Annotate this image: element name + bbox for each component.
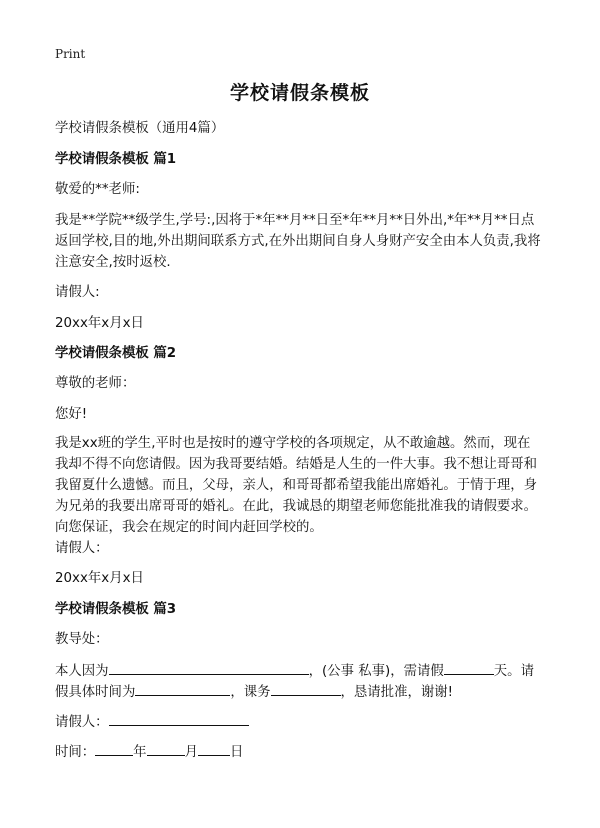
days-label: 天。请 <box>493 664 534 679</box>
month-blank[interactable] <box>147 741 185 756</box>
print-link[interactable]: Print <box>55 47 86 61</box>
days-blank[interactable] <box>444 660 494 675</box>
day-label: 日 <box>229 745 244 760</box>
section-2-body-line: 向您保证，我会在规定的时间内赶回学校的。 <box>55 520 323 535</box>
section-1-body-line: 返回学校,目的地,外出期间联系方式,在外出期间自身人身财产安全由本人负责,我将 <box>55 234 541 249</box>
section-1-heading: 学校请假条模板 篇1 <box>55 152 177 167</box>
reason-blank[interactable] <box>109 660 309 675</box>
section-3-requester-line <box>55 711 555 734</box>
section-3-time-line <box>55 741 555 764</box>
coursework-blank[interactable] <box>271 681 341 696</box>
closing-text: ，恳请批准，谢谢! <box>340 685 454 700</box>
year-blank[interactable] <box>95 741 133 756</box>
section-2-date: 20xx年x月x日 <box>55 571 144 586</box>
document-subtitle: 学校请假条模板（通用4篇） <box>55 121 225 136</box>
section-1-salutation: 敬爱的**老师: <box>55 182 140 197</box>
section-3-heading: 学校请假条模板 篇3 <box>55 602 177 617</box>
section-2-body-line: 我留夏什么遗憾。而且，父母，亲人，和哥哥都希望我能出席婚礼。于情于理，身 <box>55 478 538 493</box>
section-2-body-line: 为兄弟的我要出席哥哥的婚礼。在此，我诚恳的期望老师您能批准我的请假要求。 <box>55 499 538 514</box>
requester-blank[interactable] <box>109 711 249 726</box>
section-2-heading: 学校请假条模板 篇2 <box>55 346 177 361</box>
section-2-greeting: 您好! <box>55 407 88 422</box>
month-label: 月 <box>184 745 198 760</box>
period-label: 假具体时间为 <box>55 685 136 700</box>
leave-type-text: ，(公事 私事)，需请假 <box>308 664 444 679</box>
section-2-salutation: 尊敬的老师： <box>55 376 136 391</box>
section-1-requester-label: 请假人: <box>55 285 100 300</box>
section-3-salutation: 教导处： <box>55 632 109 647</box>
page-title: 学校请假条模板 <box>229 82 370 104</box>
section-3-period-line <box>55 681 555 704</box>
day-blank[interactable] <box>198 741 230 756</box>
section-1-body-line: 注意安全,按时返校. <box>55 255 171 270</box>
time-label: 时间： <box>55 745 96 760</box>
section-3-requester-label: 请假人： <box>55 715 109 730</box>
section-3-reason-line <box>55 660 555 683</box>
section-2-body-line: 我却不得不向您请假。因为我哥要结婚。结婚是人生的一件大事。我不想让哥哥和 <box>55 457 538 472</box>
coursework-label: ，课务 <box>230 685 271 700</box>
section-1-date: 20xx年x月x日 <box>55 316 144 331</box>
reason-label: 本人因为 <box>55 664 109 679</box>
section-2-requester-label: 请假人： <box>55 541 109 556</box>
section-2-body-line: 我是xx班的学生,平时也是按时的遵守学校的各项规定，从不敢逾越。然而，现在 <box>55 436 531 451</box>
section-1-body-line: 我是**学院**级学生,学号:,因将于*年**月**日至*年**月**日外出,*年**月**日点 <box>55 213 535 228</box>
year-label: 年 <box>133 745 147 760</box>
period-blank[interactable] <box>135 681 230 696</box>
